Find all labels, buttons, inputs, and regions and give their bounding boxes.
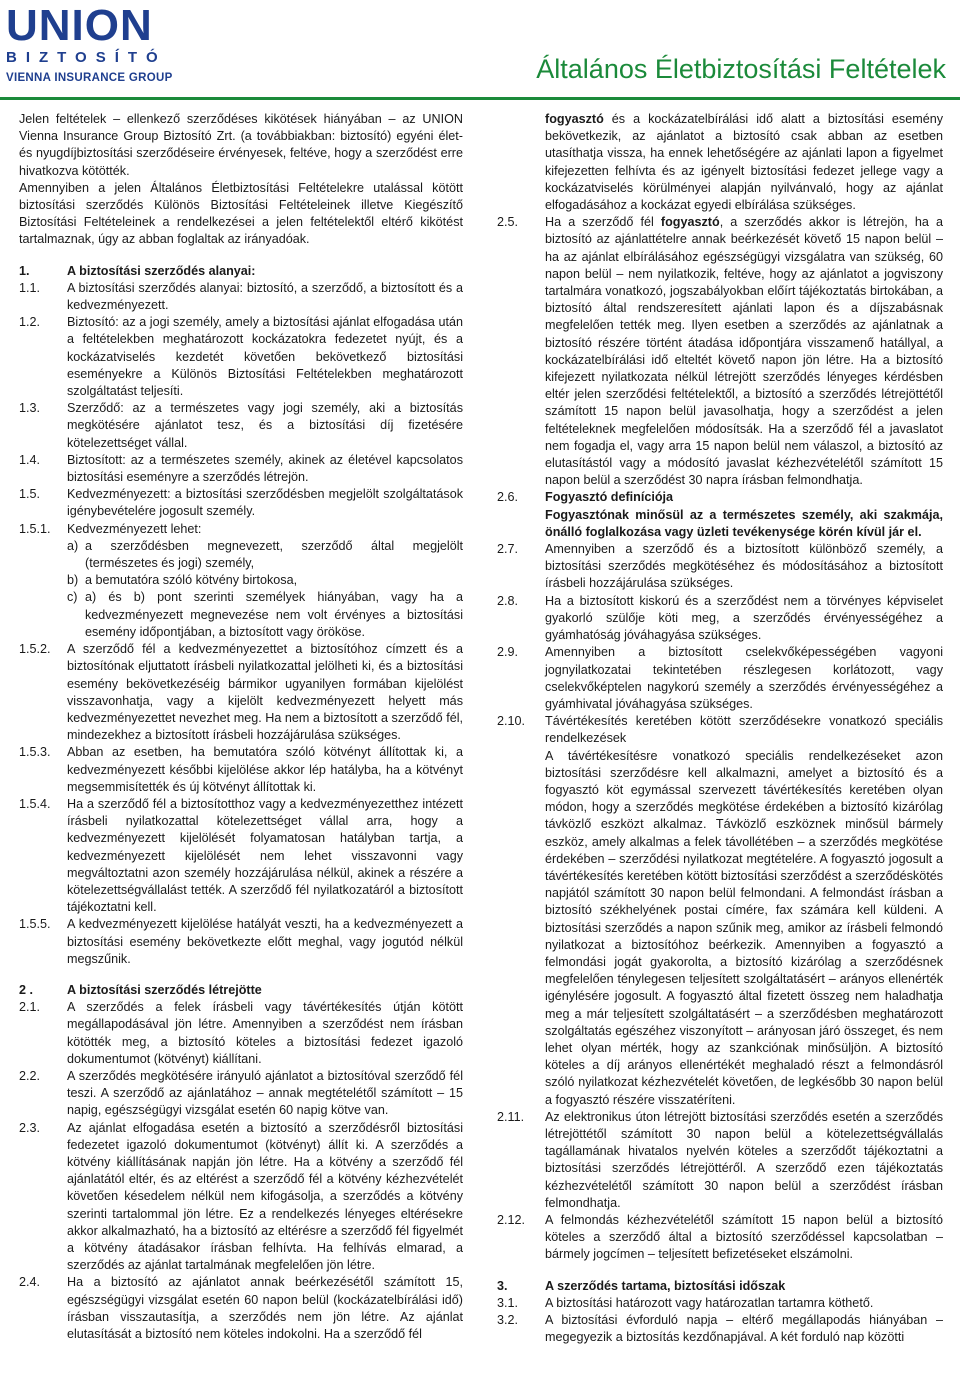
- clause-definition: Fogyasztónak minősül az a természetes személy, aki szakmája, önálló foglalkozása vagy üzleti tevékenysége körén kívül jár el.: [545, 507, 943, 539]
- clause-1-3: 1.3. Szerződő: az a természetes vagy jogi személy, aki a biztosítás megkötésére ajánlatot tesz, és a biztosítási díj fizetésére kötelezettséget vállal.: [19, 401, 463, 450]
- clause-1-5-3: 1.5.3. Abban az esetben, ha bemutatóra szóló kötvényt állítottak ki, a kedvezményezett későbbi kijelölése akkor lép hatályba, ha a kötvényt megsemmisítették és új kötvényt állítottak ki.: [19, 745, 463, 794]
- section-3-heading: [497, 1278, 943, 1295]
- clause-1-2: 1.2. Biztosító: az a jogi személy, amely a biztosítási ajánlat elfogadása után a feltételekben meghatározott kockázatokra fedezetet nyújt, és a kockázatviselés kezdetét követően bekövetkező biztosítási eseményekre a Különös Biztosítási Feltételekben meghatározott szolgáltatást teljesíti.: [19, 315, 463, 399]
- clause-1-5: 1.5. Kedvezményezett: a biztosítási szerződésben megjelölt szolgáltatások igénybevételére jogosult személy.: [19, 487, 463, 519]
- clause-3-2: 3.2. A biztosítási évforduló napja – eltérő megállapodás hiányában – megegyezik a biztosítás kezdőnapjával. A két forduló nap közötti: [497, 1313, 943, 1345]
- left-column: [19, 111, 463, 1343]
- clause-2-11: 2.11. Az elektronikus úton létrejött biztosítási szerződés esetén a szerződés létrejöttétől számított 30 napon belül a kötelezettségvállalás tagállamának hivatalos nyelvén köteles a szerződőt tájékoztatni a biztosítási szerződés létrejöttéről. A szerződő ezen tájékoztatás kézhezvételétől számított 30 napon belül a szerződést írásban felmondhatja.: [497, 1109, 943, 1210]
- section-title: A biztosítási szerződés alanyai:: [67, 263, 256, 278]
- clause-2-6: 2.6. Fogyasztó definíciója Fogyasztónak minősül az a természetes személy, aki szakmája, önálló foglalkozása vagy üzleti tevékenysége körén kívül jár el.: [497, 490, 943, 539]
- clause-2-2: 2.2. A szerződés megkötésére irányuló ajánlatot a biztosítóval szerződő fél teszi. A szerződő az ajánlatához – annak megtételétől számított – 15 napig, egészségügyi vizsgálat esetén 60 napig kötve van.: [19, 1068, 463, 1118]
- intro-paragraph-2: Amennyiben a jelen Általános Életbiztosítási Feltételekre utalással kötött biztosítási szerződés Különös Biztosítási Feltételeinek illetve Kiegészítő Biztosítási Feltételeinek a rendelkezései a jelen feltételektől eltérő kikötést tartalmaznak, úgy az abban foglaltak az irányadóak.: [19, 180, 463, 247]
- clause-2-9: 2.9. Amennyiben a biztosított cselekvőképességében vagyoni jognyilatkozatai tekintetében részlegesen korlátozott, vagy cselekvőképtelen nagykorú személy a szerződés érvényességéhez a gyámhivatal jóváhagyása szükséges.: [497, 645, 943, 711]
- clause-1-1: 1.1. A biztosítási szerződés alanyai: biztosító, a szerződő, a biztosított és a kedvezményezett.: [19, 280, 463, 313]
- list-item-c: c) a) és b) pont szerinti személyek hiányában, vagy ha a kedvezményezett megnevezése nem volt érvényes a biztosítási esemény időpontjában, a biztosított vagy örököse.: [67, 590, 463, 639]
- section-title: A szerződés tartama, biztosítási időszak: [545, 1278, 786, 1293]
- clause-2-1: 2.1. A szerződés a felek írásbeli vagy távértékesítés útján kötött megállapodásával jön létre. Amennyiben a szerződést nem írásban kötötték meg, a biztosító köteles a biztosítási fedezet igazoló dokumentumot (kötvényt) kiállítani.: [19, 1000, 463, 1066]
- clause-1-5-4: 1.5.4. Ha a szerződő fél a biztosítotthoz vagy a kedvezményezetthez intézett írásbeli nyilatkozattal kötelezettséget vállal arra, hogy a kedvezményezett kijelölését folyamatosan hatályban tartja, a kedvezményezett kijelölését nem lehet visszavonni vagy megváltoztatni azon személy hozzájárulása nélkül, akinek a részére a kötelezettségvállalást tették. A szerződő fél nyilatkozatáról a biztosított tájékoztatni kell.: [19, 796, 463, 915]
- list-item-a: a) a szerződésben megnevezett, szerződő által megjelölt (természetes és jogi) személy,: [67, 538, 463, 571]
- clause-3-1: 3.1. A biztosítási határozott vagy határozatlan tartamra köthető.: [497, 1295, 874, 1310]
- logo-group-name: VIENNA INSURANCE GROUP: [6, 72, 173, 84]
- section-number: 1.: [19, 263, 30, 278]
- document-title: Általános Életbiztosítási Feltételek: [536, 54, 946, 84]
- section-title: A biztosítási szerződés létrejötte: [67, 982, 262, 997]
- clause-1-5-5: 1.5.5. A kedvezményezett kijelölése hatályát veszti, ha a kedvezményezett a biztosítási esemény bekövetkezte előtt meghal, vagy jogutód nélkül megszűnik.: [19, 917, 463, 966]
- logo-wordmark: UNION: [6, 1, 153, 50]
- section-1-heading: [19, 263, 463, 280]
- clause-1-5-2: 1.5.2. A szerződő fél a kedvezményezettet a biztosítóhoz címzett és a biztosítónak eljuttatott írásbeli nyilatkozattal jelölheti ki, és a biztosítási esemény bekövetkezéséig bármikor ugyanilyen formában kijelölést visszavonhatja, vagy a kijelölt kedvezményezett helyett más kedvezményezettet nevezhet meg. Ha nem a biztosított a szerződő fél, mindezekhez a biztosított írásbeli hozzájárulása szükséges.: [19, 642, 463, 743]
- right-column: [497, 111, 943, 1346]
- page-header: [0, 0, 960, 105]
- clause-1-5-1: 1.5.1. Kedvezményezett lehet: a) a szerződésben megnevezett, szerződő által megjelölt (természetes és jogi) személy, b) a bemutatóra szóló kötvény birtokosa, c) a) és b) pont szerinti személyek hiányában, vagy ha a kedvezményezett megnevezése nem volt érvényes a biztosítási esemény időpontjában, a biztosított vagy örököse.: [19, 521, 463, 641]
- clause-2-10: 2.10. Távértékesítés keretében kötött szerződésekre vonatkozó speciális rendelkezések A távértékesítésre vonatkozó speciális rendelkezéseket azon biztosítási szerződésre kell alkalmazni, amelyet a biztosító és a fogyasztó köt egymással szervezett távértékesítés keretében olyan módon, hogy a szerződés megkötése érdekében a biztosító kizárólag távközlő eszközt alkalmaz. Távközlő eszköznek minősül bármely eszköz, amely alkalmas a felek távollétében – a szerződés megkötése érdekében – szerződési nyilatkozat megtételére. A fogyasztó jogosult a távértékesítés keretében kötött biztosítási szerződést a szerződéskötés napjától számított 30 napon belül felmondani. A felmondást írásban a biztosító székhelyének postai címére, fax számára kell küldeni. A biztosítási szerződés a napon szűnik meg, amikor az írásbeli felmondó nyilatkozat a biztosítóhoz beérkezik. Amennyiben a fogyasztó a felmondási jogát gyakorolta, a biztosító kizárólag a szerződésnek megfelelően ténylegesen teljesített szolgáltatásért – arányos ellenérték igénylésére jogosult. A fogyasztó által fizetett összeg nem haladhatja meg a már teljesített szolgáltatásért – a szerződésben meghatározott szolgáltatás egészéhez viszonyított – arányosan járó összeget, és nem lehet olyan mérték, hogy az szankciónak minősüljön. A biztosító köteles a díj arányos ellenértékét meghaladó részt a felmondásról szóló nyilatkozat kézhezvételét követően, de legkésőbb 30 napon belül a fogyasztó részére visszatéríteni.: [497, 714, 943, 1107]
- clause-2-5: 2.5. Ha a szerződő fél fogyasztó, a szerződés akkor is létrejön, ha a biztosító az ajánlattételre annak beérkezését követő 15 napon belül – ha az ajánlat elbírálásához egészségügyi vizsgálatra van szükség, 60 napon belül – nem nyilatkozik, feltéve, hogy az ajánlatot a jogviszony tartalmára vonatkozó, jogszabályokban előírt tájékoztatás birtokában, a biztosító által rendszeresített ajánlati lapon és a díjszabásnak megfelelően tették meg. Ilyen esetben a szerződés az ajánlatnak a biztosító részére történt átadása időpontjára visszamenő hatállyal, a kockázatelbírálási idő elteltét követő napon jön létre. Ha a biztosító kifejezett nyilatkozata nélkül létrejött szerződés lényeges kérdésben eltér jelen szerződési feltételektől, a biztosító a szerződés létrejöttétől számított 15 napon belül javasolhatja, hogy a szerződést a jelen feltételeknek megfelelően módosítsák. Ha a szerződő fél a javaslatot nem fogadja el, vagy arra 15 napon belül nem válaszol, a biztosító az elutasítástól vagy a módosító javaslat kézhezvételétől számított 15 napon belül a szerződést 30 napra írásban felmondhatja.: [497, 215, 943, 488]
- logo-subtitle: BIZTOSÍTÓ: [6, 49, 167, 66]
- intro-paragraph-1: Jelen feltételek – ellenkező szerződéses kikötések hiányában – az UNION Vienna Insurance Group Biztosító Zrt. (a továbbiakban: biztosító) egyéni élet- és nyugdíjbiztosítási szerződéseire érvényesek, feltéve, hogy a szerződést erre hivatkozva kötötték.: [19, 112, 463, 178]
- clause-2-4: 2.4. Ha a biztosító az ajánlatot annak beérkezésétől számított 15, egészségügyi vizsgálat esetén 60 napon belül (kockázatelbírálási idő) írásban visszautasítja, a szerződés nem jön létre. Az ajánlat elutasítását a biztosító nem köteles indokolni. Ha a szerződő fél: [19, 1275, 463, 1342]
- header-divider: [0, 97, 960, 100]
- clause-2-8: 2.8. Ha a biztosított kiskorú és a szerződést nem a törvényes képviselet gyakorló szülője köti meg, a szerződés érvényességéhez a gyámhatóság jóváhagyása szükséges.: [497, 593, 943, 643]
- union-logo: [6, 1, 181, 84]
- clause-title: Fogyasztó definíciója: [545, 490, 674, 505]
- section-number: 3.: [497, 1278, 508, 1293]
- clause-2-4-continued: fogyasztó és a kockázatelbírálási idő alatt a biztosítási esemény bekövetkezik, az ajánlatot a biztosító csak abban az esetben utasíthatja vissza, ha ennek lehetőségére az ajánlati lapon a figyelmet kifejezetten felhívta és az igényelt biztosítási fedezet jellege vagy a kockázatviselés körülményei alapján nyilvánvaló, hogy az ajánlat elfogadásához a kockázat egyedi elbírálása szükséges.: [545, 112, 943, 213]
- clause-1-4: 1.4. Biztosított: az a természetes személy, akinek az életével kapcsolatos biztosítási eseményre a szerződés létrejön.: [19, 452, 463, 485]
- section-number: 2 .: [19, 982, 34, 997]
- clause-2-7: 2.7. Amennyiben a szerződő és a biztosított különböző személy, a biztosítási szerződés megkötéséhez és módosításához a biztosított írásbeli hozzájárulása szükséges.: [497, 542, 943, 591]
- list-item-b: b) a bemutatóra szóló kötvény birtokosa,: [67, 573, 298, 588]
- clause-2-3: 2.3. Az ajánlat elfogadása esetén a biztosító a szerződésről biztosítási fedezetet igazoló dokumentumot (kötvényt) állít ki. A szerződés a kötvény kiállításának napján jön létre. Ha a kötvény a szerződő fél ajánlatától eltér, és az eltérést a szerződő fél a kötvény kézhezvételét követően késedelem nélkül nem kifogásolja, a szerződés a kötvény szerinti tartalommal jön létre. Ez a rendelkezés lényeges eltérésekre akkor alkalmazható, ha a biztosító az eltérésre a szerződő fél figyelmét a kötvény átadásakor írásban felhívta. Ha felhívás elmarad, a szerződés az ajánlat tartalmának megfelelően jön létre.: [19, 1120, 463, 1273]
- clause-2-12: 2.12. A felmondás kézhezvételétől számított 15 napon belül a biztosító köteles a szerződő által a biztosító szerződéssel kapcsolatban – bármely jogcímen – teljesített befizetéseket elszámolni.: [497, 1213, 943, 1262]
- section-2-heading: [19, 982, 463, 999]
